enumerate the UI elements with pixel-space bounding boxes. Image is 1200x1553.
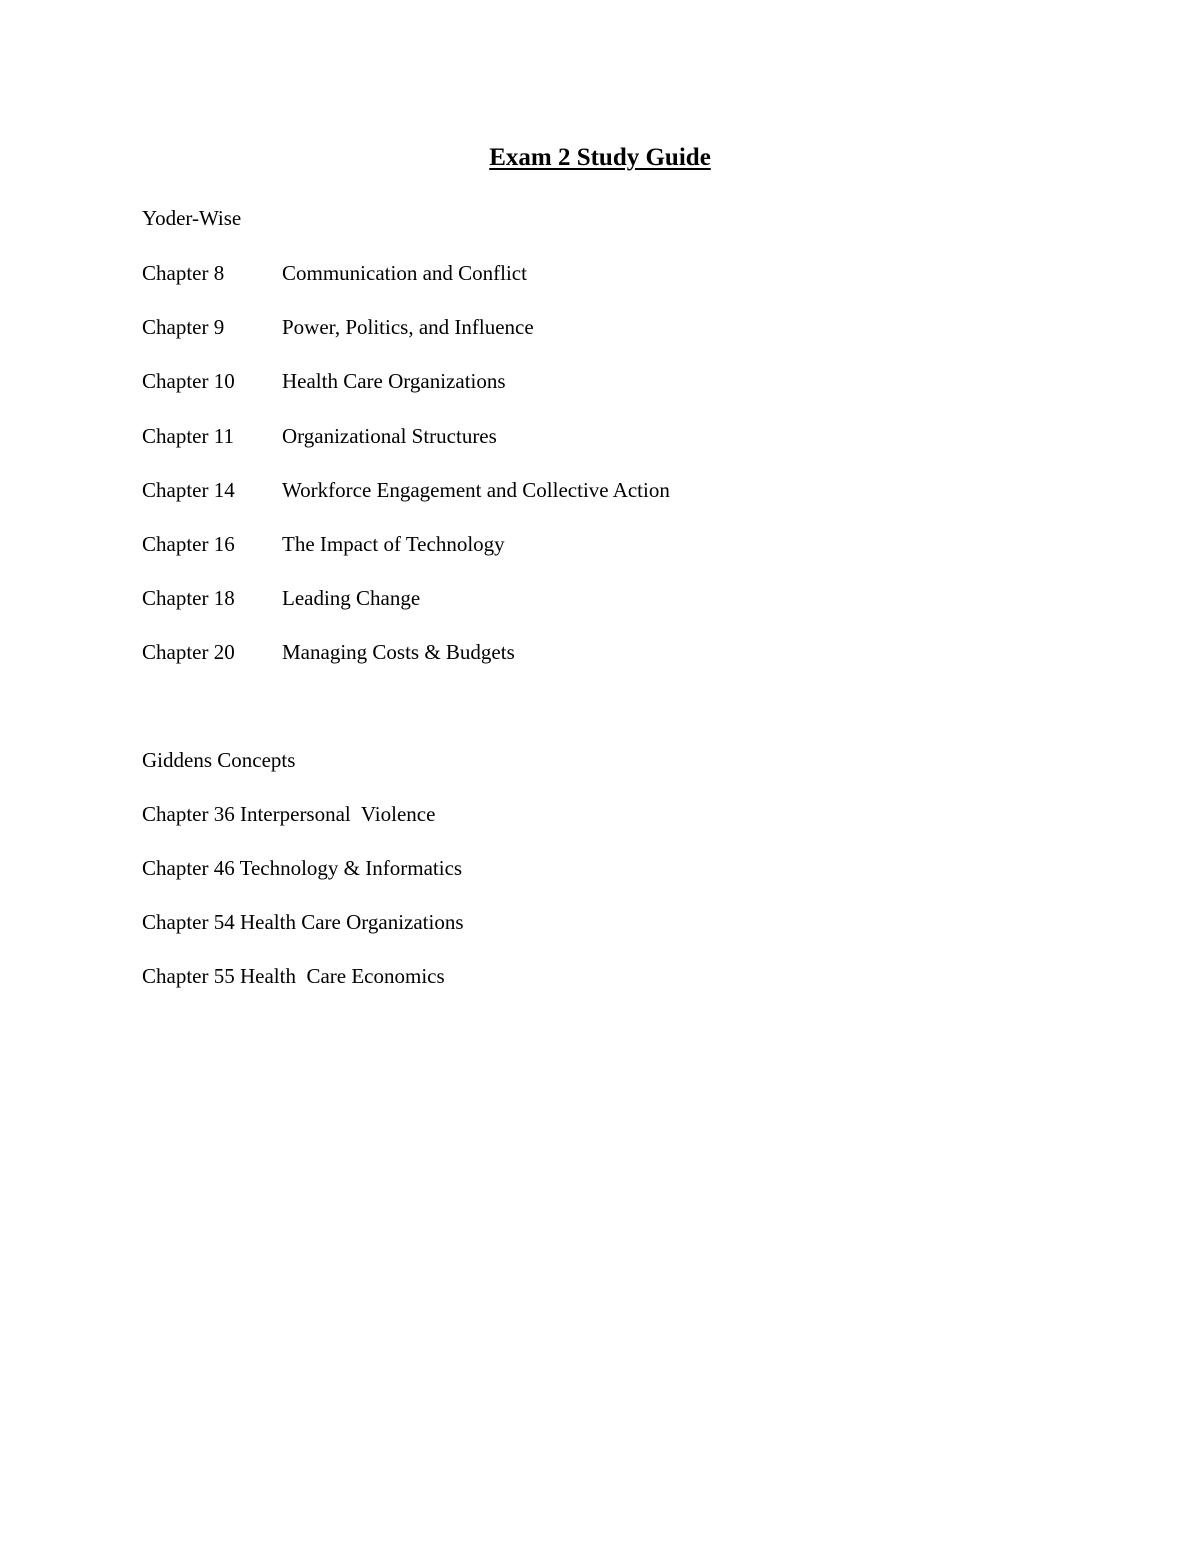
document-title: Exam 2 Study Guide	[489, 144, 711, 171]
chapter-topic: Health Care Organizations	[282, 369, 506, 393]
yoder-wise-chapter-row	[142, 530, 505, 558]
giddens-chapter-line: Chapter 46 Technology & Informatics	[142, 856, 463, 880]
yoder-wise-chapter-row	[142, 313, 534, 341]
chapter-number: Chapter 10	[142, 369, 235, 393]
chapter-topic: Managing Costs & Budgets	[282, 640, 515, 664]
giddens-chapter-line: Chapter 54 Health Care Organizations	[142, 910, 464, 934]
yoder-wise-chapter-row	[142, 422, 497, 450]
section-heading-giddens-concepts: Giddens Concepts	[142, 748, 296, 772]
chapter-number: Chapter 18	[142, 586, 235, 610]
yoder-wise-chapter-row	[142, 638, 515, 666]
section-heading-yoder-wise: Yoder-Wise	[142, 206, 242, 230]
yoder-wise-chapter-row	[142, 259, 527, 287]
yoder-wise-chapter-row	[142, 367, 506, 395]
chapter-number: Chapter 9	[142, 315, 225, 339]
chapter-topic: The Impact of Technology	[282, 532, 505, 556]
chapter-number: Chapter 20	[142, 640, 235, 664]
chapter-topic: Workforce Engagement and Collective Action	[282, 478, 670, 502]
yoder-wise-chapter-row	[142, 476, 670, 504]
chapter-topic: Leading Change	[282, 586, 421, 610]
yoder-wise-chapter-row	[142, 584, 420, 612]
chapter-number: Chapter 11	[142, 424, 234, 448]
giddens-chapter-line: Chapter 55 Health Care Economics	[142, 964, 445, 988]
chapter-number: Chapter 8	[142, 261, 225, 285]
chapter-topic: Power, Politics, and Influence	[282, 315, 534, 339]
chapter-number: Chapter 16	[142, 532, 235, 556]
chapter-topic: Communication and Conflict	[282, 261, 527, 285]
chapter-number: Chapter 14	[142, 478, 235, 502]
giddens-chapter-line: Chapter 36 Interpersonal Violence	[142, 802, 436, 826]
chapter-topic: Organizational Structures	[282, 424, 497, 448]
